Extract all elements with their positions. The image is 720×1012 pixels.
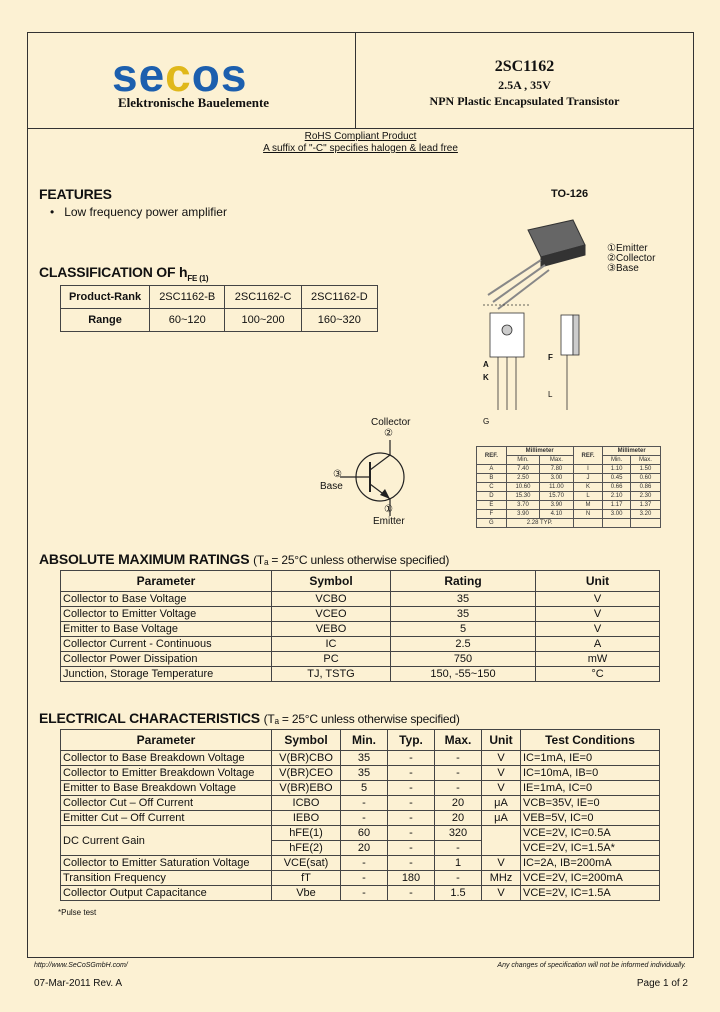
table-cell: REF.	[477, 447, 507, 465]
table-cell: 7.40	[506, 465, 539, 474]
table-cell: V	[482, 886, 521, 901]
table-cell: 2SC1162-D	[301, 286, 377, 309]
table-cell: 10.60	[506, 483, 539, 492]
table-cell	[603, 519, 631, 528]
dim-label-g: G	[483, 417, 490, 426]
table-cell: 35	[341, 766, 388, 781]
side-view	[561, 315, 579, 410]
halogen-notice: A suffix of "-C" specifies halogen & lead free	[263, 143, 458, 154]
table-cell: 7.80	[540, 465, 573, 474]
table-cell: Collector to Emitter Saturation Voltage	[61, 856, 272, 871]
table-cell: °C	[536, 667, 660, 682]
table-cell: 180	[388, 871, 435, 886]
table-cell: VCE=2V, IC=200mA	[521, 871, 660, 886]
table-cell: Min.	[603, 456, 631, 465]
table-header: Min.	[341, 730, 388, 751]
table-cell: 320	[435, 826, 482, 841]
table-row	[61, 730, 660, 751]
table-row	[61, 766, 660, 781]
table-cell: Transition Frequency	[61, 871, 272, 886]
front-view	[483, 305, 531, 410]
elec-title: ELECTRICAL CHARACTERISTICS (Tₐ = 25°C unless otherwise specified)	[39, 710, 460, 726]
table-cell: 2.28 TYP.	[506, 519, 573, 528]
table-cell: 15.30	[506, 492, 539, 501]
table-cell: L	[573, 492, 603, 501]
table-header: Rating	[391, 571, 536, 592]
abs-max-title: ABSOLUTE MAXIMUM RATINGS (Tₐ = 25°C unless otherwise specified)	[39, 551, 450, 567]
table-row	[61, 286, 378, 309]
table-cell: V(BR)CEO	[272, 766, 341, 781]
dim-label-l: L	[548, 390, 553, 399]
table-cell: ICBO	[272, 796, 341, 811]
pin-1: ①Emitter	[607, 243, 648, 254]
table-cell: Max.	[630, 456, 660, 465]
table-header: Parameter	[61, 730, 272, 751]
symbol-emitter: Emitter	[373, 516, 405, 527]
elec-table	[60, 729, 660, 901]
footer-disclaimer: Any changes of specification will not be informed individually.	[497, 962, 686, 969]
table-row	[61, 871, 660, 886]
symbol-collector: Collector	[371, 417, 411, 428]
table-cell: -	[341, 871, 388, 886]
table-cell: IE=1mA, IC=0	[521, 781, 660, 796]
table-cell: -	[435, 781, 482, 796]
table-cell: 1.5	[435, 886, 482, 901]
table-cell: VEB=5V, IC=0	[521, 811, 660, 826]
table-cell: Max.	[540, 456, 573, 465]
table-cell: -	[435, 766, 482, 781]
table-cell: V	[536, 592, 660, 607]
table-cell: 3.90	[540, 501, 573, 510]
table-cell: PC	[272, 652, 391, 667]
table-row	[61, 826, 660, 841]
table-cell: Collector to Base Voltage	[61, 592, 272, 607]
footer-date: 07-Mar-2011 Rev. A	[34, 978, 123, 989]
table-cell: -	[435, 871, 482, 886]
table-cell: hFE(1)	[272, 826, 341, 841]
table-cell: 0.86	[630, 483, 660, 492]
table-cell: -	[388, 796, 435, 811]
company-name: Elektronische Bauelemente	[118, 95, 270, 110]
table-cell: 35	[341, 751, 388, 766]
table-cell: -	[341, 886, 388, 901]
part-number: 2SC1162	[494, 58, 555, 75]
table-row	[61, 781, 660, 796]
table-cell: J	[573, 474, 603, 483]
table-cell: 2.5	[391, 637, 536, 652]
table-cell: IC=10mA, IB=0	[521, 766, 660, 781]
table-cell: V(BR)EBO	[272, 781, 341, 796]
table-cell: MHz	[482, 871, 521, 886]
table-cell: 1.50	[630, 465, 660, 474]
table-cell: -	[388, 766, 435, 781]
part-rating: 2.5A , 35V	[498, 78, 551, 92]
table-cell: Vbe	[272, 886, 341, 901]
table-cell: -	[388, 841, 435, 856]
table-row	[477, 483, 661, 492]
footer-url[interactable]: http://www.SeCoSGmbH.com/	[34, 962, 128, 969]
feature-item: • Low frequency power amplifier	[50, 205, 227, 219]
table-cell	[482, 826, 521, 856]
table-cell: V(BR)CBO	[272, 751, 341, 766]
table-cell: 750	[391, 652, 536, 667]
table-cell: -	[388, 886, 435, 901]
table-cell: -	[341, 796, 388, 811]
table-row	[61, 856, 660, 871]
table-cell: V	[482, 856, 521, 871]
footer-page: Page 1 of 2	[636, 978, 688, 989]
dim-label-a: A	[483, 360, 489, 369]
table-cell: IEBO	[272, 811, 341, 826]
table-cell: 160~320	[301, 309, 377, 332]
table-header: Test Conditions	[521, 730, 660, 751]
table-cell: VEBO	[272, 622, 391, 637]
table-row	[477, 447, 661, 456]
classification-title: CLASSIFICATION OF $h_{FE (1)}$	[39, 264, 209, 283]
table-cell: Emitter Cut – Off Current	[61, 811, 272, 826]
table-cell: 5	[341, 781, 388, 796]
classification-table	[60, 285, 378, 332]
table-cell: Collector Power Dissipation	[61, 652, 272, 667]
table-cell: 35	[391, 592, 536, 607]
table-cell: M	[573, 501, 603, 510]
table-cell: A	[477, 465, 507, 474]
table-row	[477, 519, 661, 528]
table-cell: -	[435, 751, 482, 766]
table-cell: 0.66	[603, 483, 631, 492]
transistor-symbol	[325, 440, 415, 520]
table-cell: A	[536, 637, 660, 652]
package-name: TO-126	[551, 188, 589, 200]
table-cell: TJ, TSTG	[272, 667, 391, 682]
pin-2: ②Collector	[607, 253, 656, 264]
table-cell: VCBO	[272, 592, 391, 607]
table-cell: Collector to Emitter Voltage	[61, 607, 272, 622]
table-cell: Emitter to Base Breakdown Voltage	[61, 781, 272, 796]
table-cell: E	[477, 501, 507, 510]
table-cell: 60	[341, 826, 388, 841]
table-cell: 0.60	[630, 474, 660, 483]
table-cell: Millimeter	[506, 447, 573, 456]
table-cell: -	[388, 781, 435, 796]
table-cell: 2.50	[506, 474, 539, 483]
table-cell: REF.	[573, 447, 603, 465]
table-cell: 1.37	[630, 501, 660, 510]
table-cell: 20	[435, 811, 482, 826]
table-cell: VCB=35V, IE=0	[521, 796, 660, 811]
table-header: Unit	[536, 571, 660, 592]
table-cell: 2.30	[630, 492, 660, 501]
table-cell: 5	[391, 622, 536, 637]
table-cell: DC Current Gain	[61, 826, 272, 856]
table-cell: Millimeter	[603, 447, 661, 456]
table-cell: B	[477, 474, 507, 483]
table-cell: VCEO	[272, 607, 391, 622]
table-row	[477, 474, 661, 483]
symbol-base-num: ③	[333, 469, 342, 480]
table-cell: 2SC1162-C	[225, 286, 301, 309]
table-cell: Emitter to Base Voltage	[61, 622, 272, 637]
table-row	[61, 592, 660, 607]
table-row	[61, 622, 660, 637]
features-title: FEATURES	[39, 186, 112, 202]
table-cell: F	[477, 510, 507, 519]
table-cell: 20	[435, 796, 482, 811]
table-cell: 4.10	[540, 510, 573, 519]
table-cell: 1.17	[603, 501, 631, 510]
table-cell: Collector Current - Continuous	[61, 637, 272, 652]
table-cell: Collector to Base Breakdown Voltage	[61, 751, 272, 766]
company-logo: secos	[112, 49, 248, 101]
dim-label-f: F	[548, 353, 553, 362]
table-cell: 15.70	[540, 492, 573, 501]
dimension-table	[476, 446, 661, 528]
table-header: Parameter	[61, 571, 272, 592]
table-cell: 11.00	[540, 483, 573, 492]
table-row	[477, 501, 661, 510]
table-header: Symbol	[272, 571, 391, 592]
table-row	[61, 886, 660, 901]
table-cell: -	[435, 841, 482, 856]
table-cell: IC	[272, 637, 391, 652]
table-cell: VCE=2V, IC=1.5A	[521, 886, 660, 901]
table-cell: V	[482, 781, 521, 796]
table-row	[61, 309, 378, 332]
table-cell: 150, -55~150	[391, 667, 536, 682]
table-cell: Collector to Emitter Breakdown Voltage	[61, 766, 272, 781]
table-row	[61, 796, 660, 811]
table-cell: -	[388, 856, 435, 871]
table-cell: Collector Cut – Off Current	[61, 796, 272, 811]
table-cell: VCE=2V, IC=1.5A*	[521, 841, 660, 856]
table-cell: Collector Output Capacitance	[61, 886, 272, 901]
table-cell: hFE(2)	[272, 841, 341, 856]
table-cell: 20	[341, 841, 388, 856]
table-cell: V	[536, 607, 660, 622]
table-cell: 3.00	[603, 510, 631, 519]
table-cell: G	[477, 519, 507, 528]
table-cell	[630, 519, 660, 528]
abs-max-table	[60, 570, 660, 682]
table-cell: μA	[482, 796, 521, 811]
table-row	[477, 510, 661, 519]
rohs-notice: RoHS Compliant Product	[304, 131, 417, 142]
table-cell: 3.00	[540, 474, 573, 483]
table-cell	[573, 519, 603, 528]
table-cell: mW	[536, 652, 660, 667]
symbol-collector-num: ②	[384, 428, 393, 439]
table-header: Unit	[482, 730, 521, 751]
table-row	[61, 607, 660, 622]
part-description: NPN Plastic Encapsulated Transistor	[429, 94, 620, 108]
table-row	[61, 667, 660, 682]
table-cell: fT	[272, 871, 341, 886]
table-cell: 2SC1162-B	[150, 286, 225, 309]
table-cell: -	[388, 751, 435, 766]
table-cell: 60~120	[150, 309, 225, 332]
table-cell: 100~200	[225, 309, 301, 332]
table-cell: 0.45	[603, 474, 631, 483]
table-cell: -	[341, 811, 388, 826]
table-cell: N	[573, 510, 603, 519]
pulse-note: *Pulse test	[58, 908, 97, 917]
package-drawing	[473, 210, 683, 430]
header-divider	[27, 128, 694, 129]
pin-3: ③Base	[607, 263, 639, 274]
table-row	[61, 652, 660, 667]
table-cell: 3.90	[506, 510, 539, 519]
table-cell: V	[482, 766, 521, 781]
table-cell: Min.	[506, 456, 539, 465]
table-row	[61, 811, 660, 826]
table-cell: I	[573, 465, 603, 474]
table-cell: 3.20	[630, 510, 660, 519]
table-cell: -	[388, 811, 435, 826]
table-cell: -	[388, 826, 435, 841]
table-row	[61, 751, 660, 766]
table-cell: K	[573, 483, 603, 492]
table-cell: 1.10	[603, 465, 631, 474]
table-cell: -	[341, 856, 388, 871]
table-cell: V	[536, 622, 660, 637]
table-cell: IC=2A, IB=200mA	[521, 856, 660, 871]
table-cell: 2.10	[603, 492, 631, 501]
table-cell: Product-Rank	[61, 286, 150, 309]
table-cell: Junction, Storage Temperature	[61, 667, 272, 682]
table-header: Typ.	[388, 730, 435, 751]
table-cell: 1	[435, 856, 482, 871]
table-header: Symbol	[272, 730, 341, 751]
table-header: Max.	[435, 730, 482, 751]
dim-label-k: K	[483, 373, 489, 382]
table-cell: V	[482, 751, 521, 766]
table-cell: IC=1mA, IE=0	[521, 751, 660, 766]
table-cell: VCE=2V, IC=0.5A	[521, 826, 660, 841]
table-cell: μA	[482, 811, 521, 826]
table-row	[477, 465, 661, 474]
table-cell: VCE(sat)	[272, 856, 341, 871]
table-cell: Range	[61, 309, 150, 332]
table-row	[61, 637, 660, 652]
symbol-emitter-num: ①	[384, 504, 393, 515]
table-cell: 35	[391, 607, 536, 622]
symbol-base: Base	[320, 481, 343, 492]
table-cell: C	[477, 483, 507, 492]
table-cell: D	[477, 492, 507, 501]
table-row	[61, 571, 660, 592]
table-cell: 3.70	[506, 501, 539, 510]
package-3d	[488, 220, 585, 309]
table-row	[477, 492, 661, 501]
